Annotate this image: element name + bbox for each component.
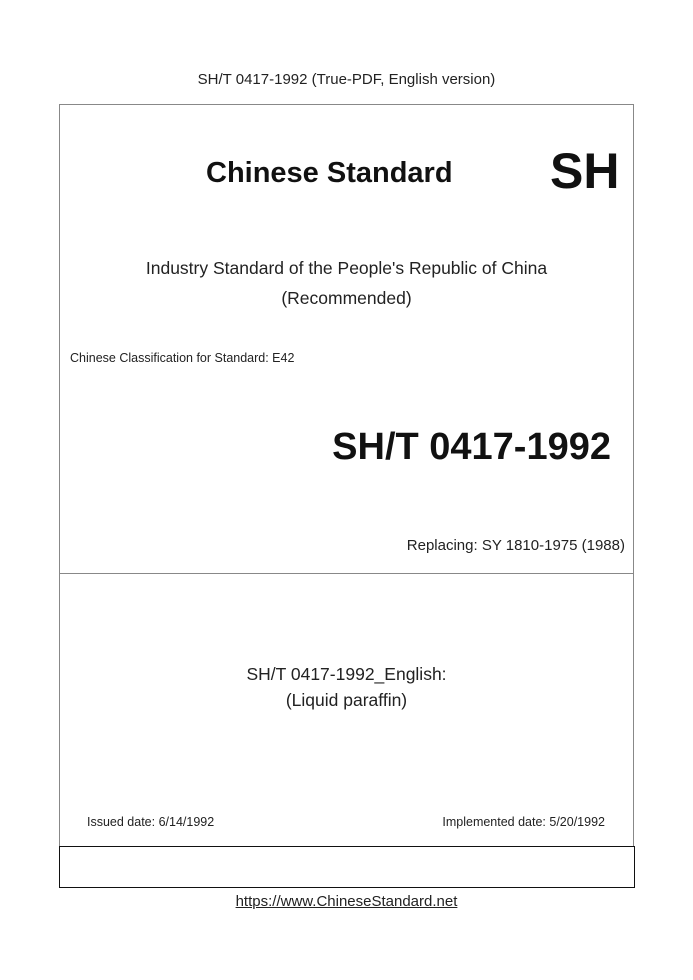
issued-date: Issued date: 6/14/1992	[87, 815, 215, 829]
document-subtitle: (Liquid paraffin)	[285, 690, 408, 710]
cover-bottom-box	[59, 846, 635, 888]
replacing-text: Replacing: SY 1810-1975 (1988)	[406, 537, 625, 554]
classification-text: Chinese Classification for Standard: E42	[70, 351, 295, 365]
implemented-date: Implemented date: 5/20/1992	[442, 815, 605, 829]
industry-standard-line: Industry Standard of the People's Republic of China	[145, 258, 548, 278]
standard-number: SH/T 0417-1992	[332, 426, 611, 468]
page-header-title: SH/T 0417-1992 (True-PDF, English version)	[197, 71, 496, 88]
footer-website-link[interactable]: https://www.ChineseStandard.net	[235, 893, 458, 910]
document-name: SH/T 0417-1992_English:	[246, 664, 447, 684]
recommended-label: (Recommended)	[281, 288, 412, 308]
main-title: Chinese Standard	[206, 157, 453, 189]
standard-code-logo: SH	[550, 143, 620, 199]
